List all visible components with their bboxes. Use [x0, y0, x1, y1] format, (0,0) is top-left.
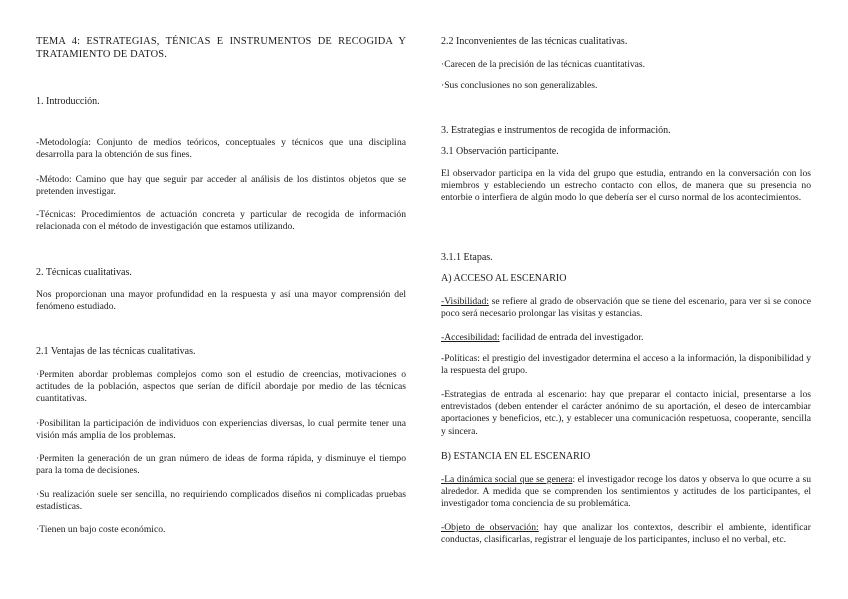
term-objeto-observacion: -Objeto de observación:	[441, 522, 539, 533]
section-heading-inconvenientes: 2.2 Inconvenientes de las técnicas cualitativas.	[441, 36, 628, 47]
paragraph-dinamica-social	[441, 474, 811, 511]
list-item-ventaja: ·Posibilitan la participación de individuos con experiencias diversas, lo cual permite tener una visión más amplia de los problemas.	[36, 418, 406, 442]
paragraph-observacion: El observador participa en la vida del grupo que estudia, entrando en la conversación con los miembros y estableciendo un estrecho contacto con ellos, de manera que su presencia no entorbie o interfiera de algún modo lo que debería ser el curso normal de los acontecimientos.	[441, 168, 811, 204]
section-heading-tecnicas-cualitativas: 2. Técnicas cualitativas.	[36, 267, 132, 278]
text-visibilidad: se refiere al grado de observación que se tiene del escenario, para ver si se conoce poco será necesario prolongar las visitas y estancias.	[441, 296, 811, 320]
list-item-inconveniente: ·Sus conclusiones no son generalizables.	[441, 80, 598, 91]
list-item-ventaja: ·Permiten la generación de un gran número de ideas de forma rápida, y disminuye el tiempo para la toma de decisiones.	[36, 453, 406, 477]
subheading-estancia: B) ESTANCIA EN EL ESCENARIO	[441, 451, 591, 462]
paragraph-accesibilidad	[441, 332, 811, 344]
section-heading-etapas: 3.1.1 Etapas.	[441, 252, 493, 263]
paragraph-politicas: -Políticas: el prestigio del investigador determina el acceso a la información, la disponibilidad y la respuesta del grupo.	[441, 353, 811, 377]
paragraph-metodo: -Método: Camino que hay que seguir par acceder al análisis de los distintos objetos que se pretenden investigar.	[36, 174, 406, 198]
text-objeto-observacion: hay que analizar los contextos, describir el ambiente, identificar conductas, clasificarlas, registrar el lenguaje de los participantes, incluso el no verbal, etc.	[441, 522, 811, 546]
paragraph-tecnicas: -Técnicas: Procedimientos de actuación concreta y particular de recogida de información relacionada con el método de investigación que estamos utilizando.	[36, 209, 406, 233]
text-dinamica-social: : el investigador recoge los datos y observa lo que ocurre a su alrededor. A medida que se comprenden los sentimientos y actitudes de los participantes, el investigador toma conciencia de su problemática.	[441, 474, 811, 510]
text-accesibilidad: facilidad de entrada del investigador.	[499, 332, 644, 343]
list-item-ventaja: ·Su realización suele ser sencilla, no requiriendo complicados diseños ni complicadas pruebas estadísticas.	[36, 489, 406, 513]
term-visibilidad: -Visibilidad:	[441, 296, 489, 307]
paragraph-metodologia: -Metodología: Conjunto de medios teóricos, conceptuales y técnicos que una disciplina desarrolla para la obtención de sus fines.	[36, 137, 406, 161]
term-accesibilidad: -Accesibilidad:	[441, 332, 500, 343]
document-title: TEMA 4: ESTRATEGIAS, TÉNICAS E INSTRUMENTOS DE RECOGIDA Y TRATAMIENTO DE DATOS.	[36, 36, 406, 61]
list-item-inconveniente: ·Carecen de la precisión de las técnicas cuantitativas.	[441, 59, 646, 70]
paragraph-cualitativas: Nos proporcionan una mayor profundidad en la respuesta y así una mayor comprensión del fenómeno estudiado.	[36, 289, 406, 313]
subheading-acceso: A) ACCESO AL ESCENARIO	[441, 273, 567, 284]
section-heading-estrategias: 3. Estrategias e instrumentos de recogida de información.	[441, 125, 671, 136]
section-heading-introduccion: 1. Introducción.	[36, 96, 100, 107]
paragraph-visibilidad	[441, 296, 811, 320]
paragraph-estrategias-entrada: -Estrategias de entrada al escenario: hay que preparar el contacto inicial, presentarse a los entrevistados (deben entender el carácter anónimo de su aportación, el deseo de intercambiar aportaciones y beneficios, etc.), y establecer una comunicación respetuosa, cooperante, sencilla y sincera.	[441, 389, 811, 437]
list-item-ventaja: ·Tienen un bajo coste económico.	[36, 524, 166, 535]
list-item-ventaja: ·Permiten abordar problemas complejos como son el estudio de creencias, motivaciones o actitudes de la población, aspectos que serían de difícil abordaje por medio de las técnicas cuantitativas.	[36, 369, 406, 405]
section-heading-observacion: 3.1 Observación participante.	[441, 146, 559, 157]
section-heading-ventajas: 2.1 Ventajas de las técnicas cualitativas.	[36, 346, 196, 357]
paragraph-objeto-observacion	[441, 522, 811, 546]
term-dinamica-social: -La dinámica social que se genera	[441, 474, 573, 485]
